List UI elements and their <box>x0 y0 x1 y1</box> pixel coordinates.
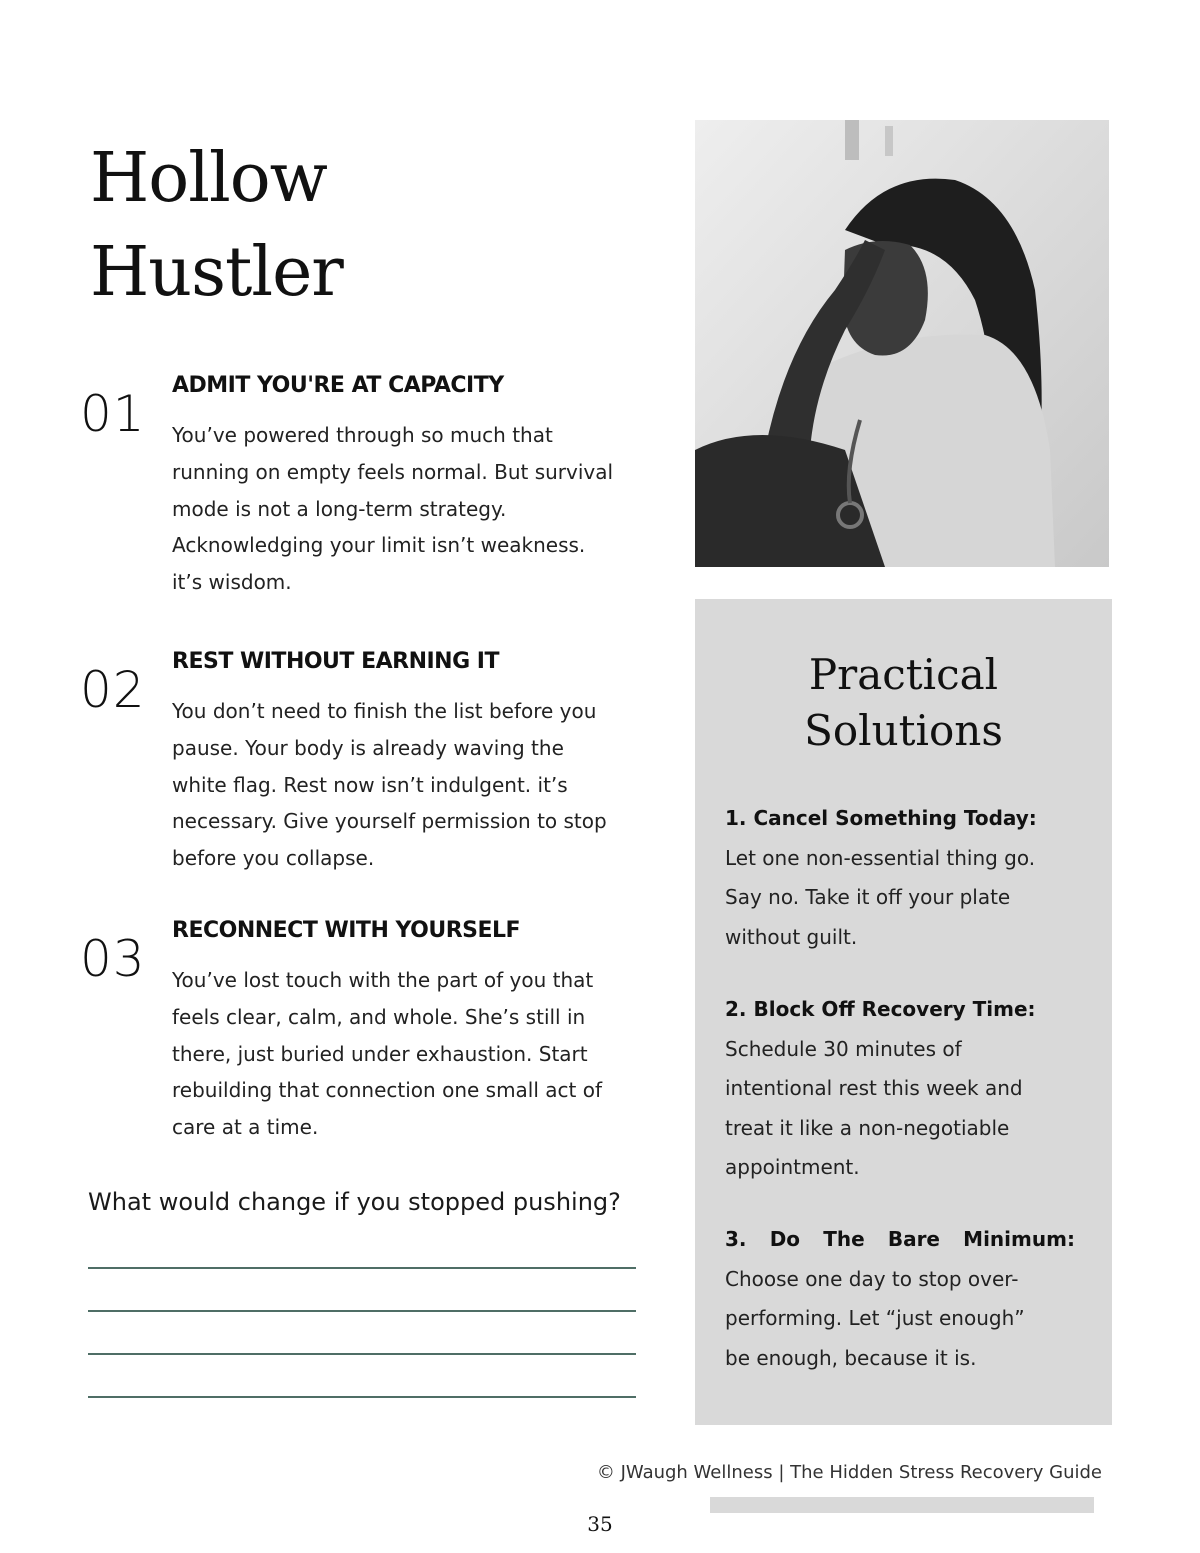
solution-line: Let one non-essential thing go. <box>725 845 1036 870</box>
practical-solutions-panel <box>695 599 1112 1425</box>
solutions-title-line: Solutions <box>804 706 1003 755</box>
step-body-line: care at a time. <box>172 1115 319 1140</box>
solution-line: appointment. <box>725 1155 860 1180</box>
solution-item-3 <box>725 1220 1075 1378</box>
solution-line: without guilt. <box>725 924 858 949</box>
step-body-line: feels clear, calm, and whole. She’s still in <box>172 1004 586 1029</box>
page-number: 35 <box>587 1512 613 1536</box>
solution-heading-word: 3. <box>725 1227 747 1251</box>
step-body-line: mode is not a long-term strategy. <box>172 496 507 521</box>
writing-line[interactable] <box>88 1310 636 1312</box>
step-body-line: You’ve powered through so much that <box>172 423 553 447</box>
solution-item-2 <box>725 990 1075 1188</box>
solution-heading-word: The <box>823 1227 865 1251</box>
step-body-line: there, just buried under exhaustion. Start <box>172 1041 588 1066</box>
step-body-line: before you collapse. <box>172 846 375 871</box>
step-body-line: necessary. Give yourself permission to stop <box>172 809 607 834</box>
footer-credit: © JWaugh Wellness | The Hidden Stress Recovery Guide <box>596 1462 1102 1483</box>
step-body-line: rebuilding that connection one small act of <box>172 1078 603 1103</box>
step-body-line: it’s wisdom. <box>172 570 292 595</box>
solution-heading: 1. Cancel Something Today: <box>725 806 1037 830</box>
step-body-line: pause. Your body is already waving the <box>172 735 564 760</box>
solution-line: Choose one day to stop over- <box>725 1266 1019 1291</box>
footer-bar <box>710 1497 1094 1513</box>
solution-heading: 2. Block Off Recovery Time: <box>725 997 1036 1021</box>
step-body-line: running on empty feels normal. But survival <box>172 459 614 484</box>
solution-heading <box>725 1220 1075 1260</box>
title-line: Hustler <box>90 233 343 312</box>
solution-line: performing. Let “just enough” <box>725 1306 1025 1331</box>
solution-line: intentional rest this week and <box>725 1076 1023 1101</box>
woman-resting-photo <box>695 120 1109 567</box>
step-body-line: white flag. Rest now isn’t indulgent. it’s <box>172 772 568 797</box>
step-body <box>172 417 662 601</box>
solution-heading-word: Bare <box>887 1227 940 1251</box>
solutions-title <box>695 647 1112 759</box>
solutions-title-line: Practical <box>808 650 999 699</box>
photo-illustration <box>695 120 1109 567</box>
writing-line[interactable] <box>88 1396 636 1398</box>
solution-line: treat it like a non-negotiable <box>725 1115 1010 1140</box>
solution-heading-word: Do <box>769 1227 801 1251</box>
step-body-line: You don’t need to finish the list before you <box>172 699 597 723</box>
step-heading: REST WITHOUT EARNING IT <box>172 649 499 674</box>
step-body <box>172 693 662 877</box>
solution-line: be enough, because it is. <box>725 1345 977 1370</box>
step-body-line: You’ve lost touch with the part of you that <box>172 968 594 992</box>
step-body-line: Acknowledging your limit isn’t weakness. <box>172 533 586 558</box>
step-body <box>172 962 662 1146</box>
writing-line[interactable] <box>88 1267 636 1269</box>
writing-line[interactable] <box>88 1353 636 1355</box>
step-heading: ADMIT YOU'RE AT CAPACITY <box>172 373 504 398</box>
page-title <box>90 132 650 320</box>
solution-line: Say no. Take it off your plate <box>725 885 1011 910</box>
step-heading: RECONNECT WITH YOURSELF <box>172 918 521 943</box>
solution-item-1 <box>725 799 1075 957</box>
step-number: 03 <box>80 930 146 988</box>
title-line: Hollow <box>90 139 327 218</box>
solution-heading-word: Minimum: <box>963 1227 1075 1251</box>
solution-line: Schedule 30 minutes of <box>725 1036 962 1061</box>
step-number: 02 <box>80 661 146 719</box>
reflection-question: What would change if you stopped pushing? <box>88 1188 621 1216</box>
step-number: 01 <box>80 385 146 443</box>
